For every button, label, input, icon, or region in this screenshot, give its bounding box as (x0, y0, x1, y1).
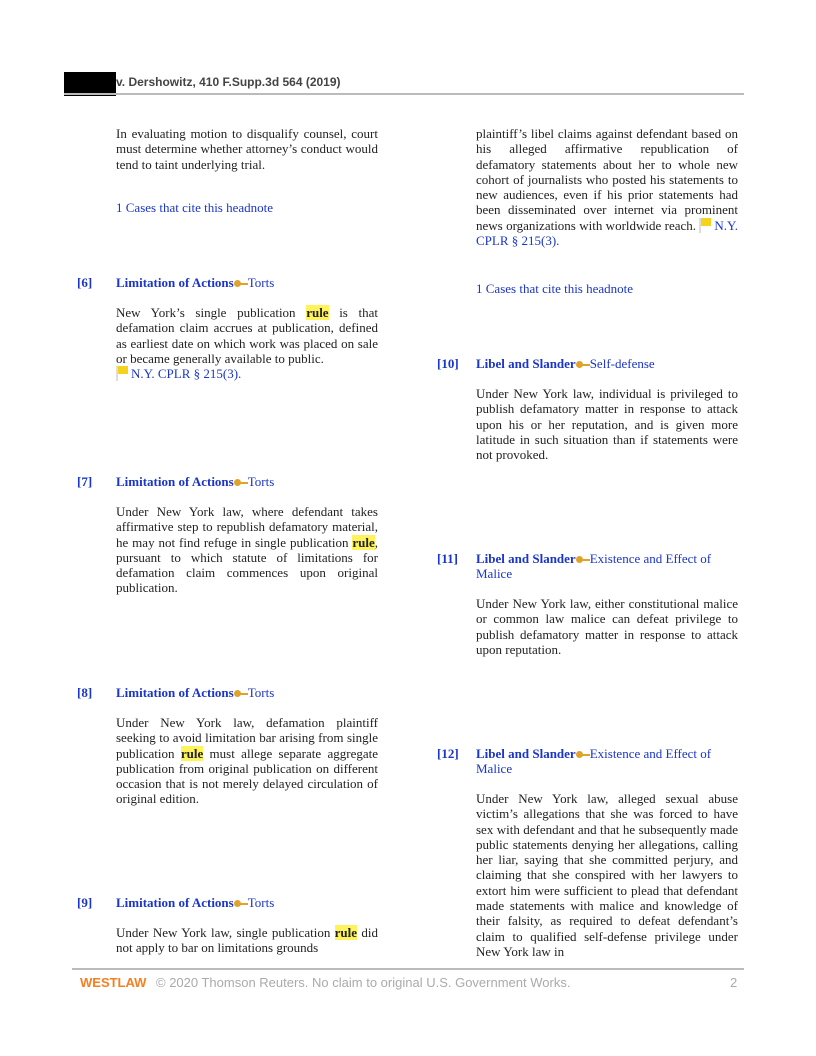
key-icon (576, 556, 590, 564)
page-number: 2 (730, 975, 738, 990)
headnote-text: New York’s single publication rule is that defamation claim accrues at publication, defined as earliest date on which work was placed on sale or became generally available to public. N.Y. CPLR § 215(3). (116, 305, 378, 382)
headnote-text: Under New York law, defamation plaintiff seeking to avoid limitation bar arising from single publication rule must allege separate aggregate publication from original publication on different occasion that is not merely delayed circulation of original edition. (116, 715, 378, 807)
case-title: v. Dershowitz, 410 F.Supp.3d 564 (2019) (116, 75, 341, 89)
headnote-text: Under New York law, individual is privileged to publish defamatory matter in response to attack upon his or her reputation, and is given more latitude in such situation than if statements were not provoked. (476, 386, 738, 463)
statute-link[interactable]: N.Y. CPLR § 215(3). (476, 217, 738, 249)
headnote-number: [12] (437, 746, 459, 761)
key-icon (576, 361, 590, 369)
key-icon (234, 900, 248, 908)
statute-link[interactable]: N.Y. CPLR § 215(3). (131, 366, 242, 382)
subtopic-link[interactable]: Torts (247, 685, 275, 700)
headnote-number: [7] (77, 474, 93, 489)
headnote-heading (476, 356, 738, 371)
topic-link[interactable]: Libel and Slander (476, 746, 576, 761)
subtopic-link[interactable]: Existence and Effect of Malice (476, 551, 712, 582)
headnote-text: Under New York law, alleged sexual abuse victim’s allegations that she was forced to have sex with defendant and that he subsequently made public statements denying her allegations, calling her liar, saying that she committed perjury, and claiming that she conspired with her lawyers to extort him were sufficient to plead that defendant made statements with malice and knowledge of their falsity, as required to defeat defendant’s claim to qualified self-defense privilege under New York law in (476, 791, 738, 959)
header-divider (64, 93, 744, 95)
key-icon (234, 690, 248, 698)
headnote-heading (476, 746, 738, 777)
topic-link[interactable]: Limitation of Actions (116, 685, 234, 700)
headnote-heading (116, 474, 378, 489)
search-highlight: rule (180, 745, 204, 761)
headnote-number: [6] (77, 275, 93, 290)
headnote-heading (116, 895, 378, 910)
topic-link[interactable]: Limitation of Actions (116, 474, 234, 489)
subtopic-link[interactable]: Torts (247, 474, 275, 489)
search-highlight: rule (334, 925, 358, 940)
headnote-number: [8] (77, 685, 93, 700)
headnote-heading (476, 551, 738, 582)
headnote-number: [9] (77, 895, 93, 910)
search-highlight: rule (306, 305, 329, 320)
search-highlight: rule (352, 534, 375, 550)
headnote-text: Under New York law, single publication rule did not apply to bar on limitations grounds (116, 925, 378, 956)
key-icon (234, 479, 248, 487)
cases-cite-link[interactable]: 1 Cases that cite this headnote (476, 281, 634, 296)
headnote-continuation: In evaluating motion to disqualify counsel, court must determine whether attorney’s conduct would tend to taint underlying trial. (116, 126, 378, 172)
headnote-number: [10] (437, 356, 459, 371)
subtopic-link[interactable]: Torts (247, 275, 275, 290)
headnote-heading (116, 685, 378, 700)
topic-link[interactable]: Limitation of Actions (116, 895, 234, 910)
headnote-number: [11] (437, 551, 458, 566)
subtopic-link[interactable]: Self-defense (589, 356, 655, 371)
copyright-notice: © 2020 Thomson Reuters. No claim to original U.S. Government Works. (156, 975, 571, 990)
topic-link[interactable]: Libel and Slander (476, 356, 576, 371)
headnote-text: Under New York law, either constitutional malice or common law malice can defeat privilege to publish defamatory matter in response to attack upon reputation. (476, 596, 738, 657)
cases-cite-link[interactable]: 1 Cases that cite this headnote (116, 200, 274, 215)
footer-divider (72, 968, 744, 970)
headnote-text: Under New York law, where defendant takes affirmative step to republish defamatory material, he may not find refuge in single publication rule, pursuant to which statute of limitations for defamation claim commences upon original publication. (116, 504, 378, 596)
topic-link[interactable]: Libel and Slander (476, 551, 576, 566)
subtopic-link[interactable]: Existence and Effect of Malice (476, 746, 712, 777)
key-icon (576, 751, 590, 759)
westlaw-logo: WESTLAW (80, 975, 147, 990)
flag-icon (699, 218, 711, 232)
headnote-continuation: plaintiff’s libel claims against defendant based on his alleged affirmative republication of defamatory statements about her to whole new cohort of journalists who posted his statements to new audiences, even if his prior statements had been disseminated over internet via prominent news organizations with worldwide reach. N.Y. CPLR § 215(3). (476, 126, 738, 249)
topic-link[interactable]: Limitation of Actions (116, 275, 234, 290)
flag-icon (116, 366, 128, 380)
headnote-heading (116, 275, 378, 290)
key-icon (234, 280, 248, 288)
subtopic-link[interactable]: Torts (247, 895, 275, 910)
